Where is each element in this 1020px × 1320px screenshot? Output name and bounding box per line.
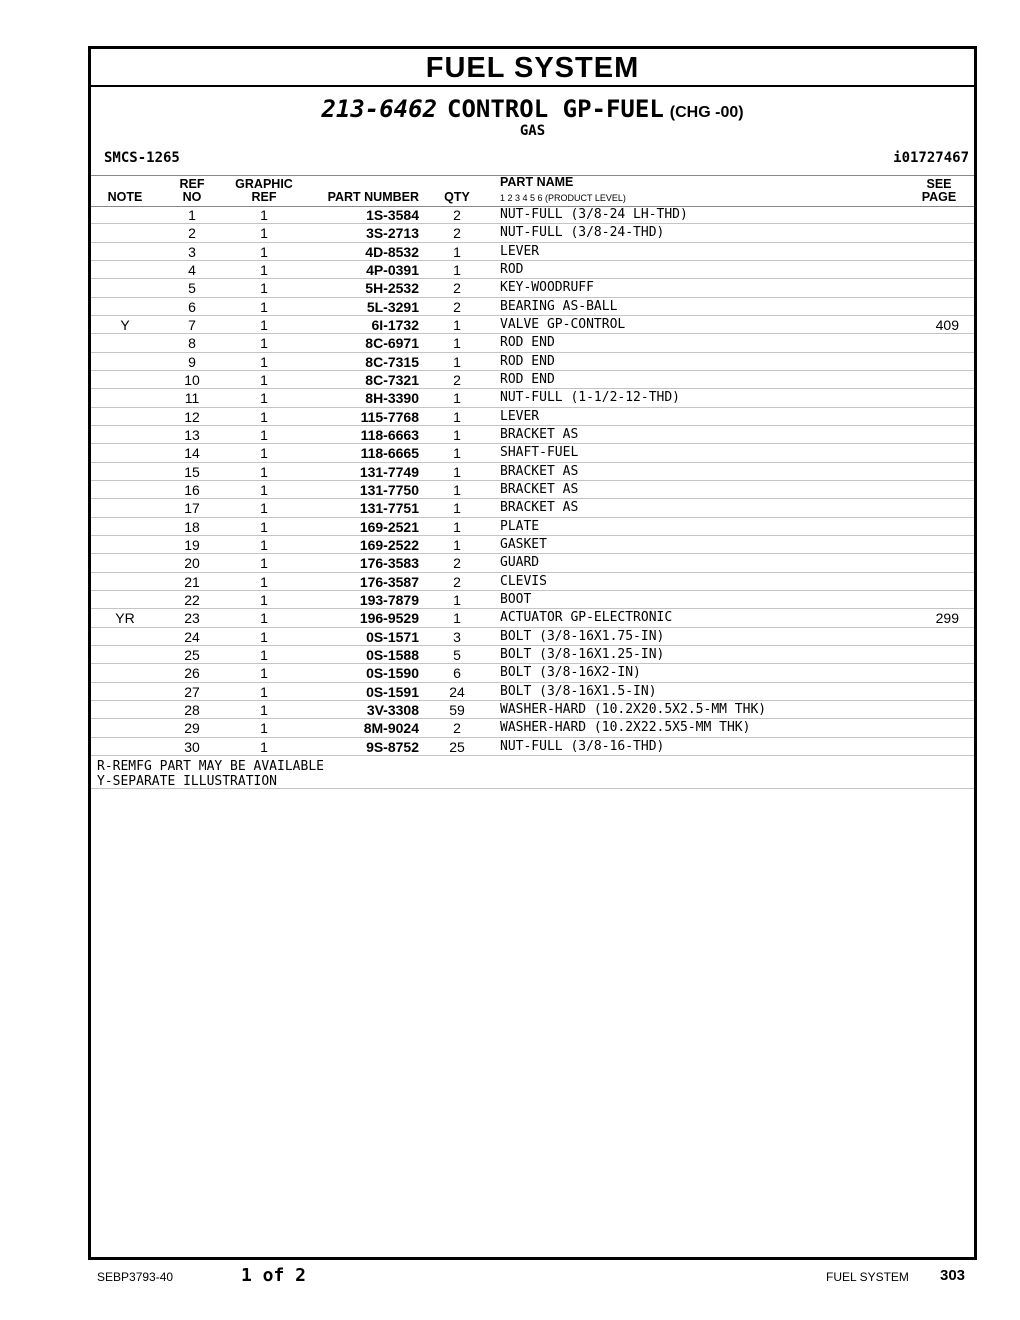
table-row (91, 683, 974, 701)
ref-no-cell: 23 (184, 610, 200, 627)
part-number-cell: 169-2522 (359, 536, 419, 553)
graphic-ref-cell: 1 (260, 298, 268, 315)
part-number-cell: 6I-1732 (371, 316, 419, 333)
qty-cell: 1 (453, 316, 461, 333)
table-row (91, 298, 974, 316)
table-row (91, 444, 974, 462)
graphic-ref-cell: 1 (260, 316, 268, 333)
group-title (91, 95, 974, 123)
part-number-cell: 8C-7315 (365, 353, 419, 370)
table-row (91, 334, 974, 352)
part-number-cell: 3S-2713 (366, 225, 419, 242)
part-name-cell: LEVER (500, 243, 540, 259)
graphic-ref-cell: 1 (260, 536, 268, 553)
graphic-ref-cell: 1 (260, 280, 268, 297)
qty-cell: 1 (453, 408, 461, 425)
graphic-ref-cell: 1 (260, 353, 268, 370)
fuel-type: GAS (519, 123, 546, 139)
table-row (91, 426, 974, 444)
part-name-cell: BOLT (3/8-16X1.75-IN) (500, 628, 665, 644)
ref-no-cell: 12 (184, 408, 200, 425)
part-number-cell: 0S-1590 (366, 665, 419, 682)
part-name-cell: ROD END (500, 371, 555, 387)
graphic-ref-cell: 1 (260, 573, 268, 590)
col-see-bottom: PAGE (921, 190, 957, 204)
part-number-cell: 176-3587 (359, 573, 419, 590)
graphic-ref-cell: 1 (260, 738, 268, 755)
part-number-cell: 193-7879 (359, 591, 419, 608)
part-name-cell: ROD END (500, 353, 555, 369)
ref-no-cell: 16 (184, 481, 200, 498)
col-ref-bottom: NO (182, 190, 202, 204)
part-name-cell: WASHER-HARD (10.2X20.5X2.5-MM THK) (500, 701, 767, 717)
ref-no-cell: 13 (184, 426, 200, 443)
ref-no-cell: 3 (188, 243, 196, 260)
part-name-cell: NUT-FULL (1-1/2-12-THD) (500, 390, 681, 406)
graphic-ref-cell: 1 (260, 243, 268, 260)
graphic-ref-cell: 1 (260, 481, 268, 498)
parts-table (91, 206, 974, 756)
part-name-cell: WASHER-HARD (10.2X22.5X5-MM THK) (500, 720, 751, 736)
qty-cell: 24 (449, 683, 465, 700)
ref-no-cell: 29 (184, 720, 200, 737)
ref-no-cell: 2 (188, 225, 196, 242)
table-row (91, 701, 974, 719)
ref-no-cell: 24 (184, 628, 200, 645)
qty-cell: 2 (453, 225, 461, 242)
col-qty: QTY (444, 190, 470, 204)
see-page-cell: 409 (935, 316, 959, 333)
ref-no-cell: 21 (184, 573, 200, 590)
change-level: (CHG -00) (669, 104, 744, 121)
part-name-cell: BRACKET AS (500, 500, 579, 516)
graphic-ref-cell: 1 (260, 683, 268, 700)
graphic-ref-cell: 1 (260, 701, 268, 718)
ref-no-cell: 30 (184, 738, 200, 755)
part-name-cell: LEVER (500, 408, 540, 424)
note-line: R-REMFG PART MAY BE AVAILABLE (97, 759, 324, 774)
part-name-cell: ROD END (500, 335, 555, 351)
see-page-cell: 299 (935, 610, 959, 627)
part-name-cell: SHAFT-FUEL (500, 445, 579, 461)
graphic-ref-cell: 1 (260, 463, 268, 480)
part-name-cell: BOLT (3/8-16X2-IN) (500, 665, 641, 681)
qty-cell: 3 (453, 628, 461, 645)
ref-no-cell: 6 (188, 298, 196, 315)
part-number-cell: 118-6663 (360, 426, 419, 443)
part-number-cell: 4P-0391 (366, 261, 419, 278)
part-number-cell: 0S-1571 (366, 628, 419, 645)
table-row (91, 389, 974, 407)
footer-page-of: 1 of 2 (241, 1265, 307, 1286)
col-graphic-bottom: REF (251, 190, 277, 204)
table-row (91, 499, 974, 517)
part-number-cell: 0S-1591 (366, 683, 419, 700)
ref-no-cell: 27 (184, 683, 200, 700)
part-number-cell: 9S-8752 (366, 738, 419, 755)
part-number-cell: 8C-7321 (365, 371, 419, 388)
part-number-cell: 131-7749 (359, 463, 419, 480)
graphic-ref-cell: 1 (260, 610, 268, 627)
ref-no-cell: 18 (184, 518, 200, 535)
footer-page-number: 303 (940, 1267, 966, 1284)
ref-no-cell: 1 (188, 207, 196, 223)
graphic-ref-cell: 1 (260, 390, 268, 407)
table-row (91, 316, 974, 334)
table-header (91, 175, 974, 207)
table-row (91, 261, 974, 279)
qty-cell: 25 (449, 738, 465, 755)
part-name-cell: ACTUATOR GP-ELECTRONIC (500, 610, 673, 626)
table-row (91, 609, 974, 627)
part-name-cell: BRACKET AS (500, 481, 579, 497)
graphic-ref-cell: 1 (260, 646, 268, 663)
qty-cell: 2 (453, 207, 461, 223)
part-number-cell: 8M-9024 (363, 720, 419, 737)
qty-cell: 1 (453, 518, 461, 535)
note-cell: YR (115, 610, 135, 627)
qty-cell: 2 (453, 298, 461, 315)
ref-no-cell: 17 (184, 500, 200, 517)
ref-no-cell: 26 (184, 665, 200, 682)
qty-cell: 1 (453, 445, 461, 462)
table-row (91, 664, 974, 682)
qty-cell: 59 (449, 701, 465, 718)
table-row (91, 463, 974, 481)
col-graphic-top: GRAPHIC (235, 177, 293, 191)
graphic-ref-cell: 1 (260, 518, 268, 535)
graphic-ref-cell: 1 (260, 426, 268, 443)
qty-cell: 1 (453, 610, 461, 627)
part-number-cell: 5H-2532 (365, 280, 419, 297)
col-part-name: PART NAME (500, 175, 574, 189)
part-number-cell: 196-9529 (359, 610, 419, 627)
table-row (91, 353, 974, 371)
table-row (91, 591, 974, 609)
qty-cell: 1 (453, 243, 461, 260)
part-number-cell: 3V-3308 (366, 701, 419, 718)
qty-cell: 6 (453, 665, 461, 682)
ref-no-cell: 9 (188, 353, 196, 370)
ref-no-cell: 10 (184, 371, 200, 388)
qty-cell: 5 (453, 646, 461, 663)
table-row (91, 628, 974, 646)
page-frame (88, 46, 977, 1260)
ref-no-cell: 25 (184, 646, 200, 663)
ref-no-cell: 22 (184, 591, 200, 608)
graphic-ref-cell: 1 (260, 591, 268, 608)
qty-cell: 2 (453, 573, 461, 590)
part-name-cell: NUT-FULL (3/8-24-THD) (500, 225, 665, 241)
col-ref-top: REF (179, 177, 205, 191)
part-number-cell: 8H-3390 (365, 390, 419, 407)
ref-no-cell: 11 (184, 390, 200, 407)
qty-cell: 1 (453, 390, 461, 407)
part-number-cell: 1S-3584 (366, 207, 419, 223)
part-number-cell: 115-7768 (360, 408, 419, 425)
table-row (91, 243, 974, 261)
qty-cell: 2 (453, 555, 461, 572)
part-number-cell: 8C-6971 (365, 335, 419, 352)
graphic-ref-cell: 1 (260, 720, 268, 737)
footer-section: FUEL SYSTEM (826, 1270, 909, 1284)
part-name-cell: BRACKET AS (500, 426, 579, 442)
table-row (91, 536, 974, 554)
part-number-cell: 131-7750 (359, 481, 419, 498)
qty-cell: 2 (453, 371, 461, 388)
col-part-number: PART NUMBER (327, 190, 419, 204)
part-number-cell: 0S-1588 (366, 646, 419, 663)
qty-cell: 1 (453, 463, 461, 480)
col-see-top: SEE (926, 177, 952, 191)
table-row (91, 738, 974, 756)
part-name-cell: GASKET (500, 536, 547, 552)
section-title: FUEL SYSTEM (91, 49, 974, 87)
part-name-cell: BRACKET AS (500, 463, 579, 479)
qty-cell: 1 (453, 426, 461, 443)
part-name-cell: BOOT (500, 591, 532, 607)
table-row (91, 206, 974, 224)
group-name: CONTROL GP-FUEL (447, 95, 664, 123)
part-number-cell: 169-2521 (359, 518, 419, 535)
notes (97, 759, 324, 789)
graphic-ref-cell: 1 (260, 225, 268, 242)
note-line: Y-SEPARATE ILLUSTRATION (97, 774, 278, 789)
part-name-cell: PLATE (500, 518, 540, 534)
qty-cell: 2 (453, 720, 461, 737)
graphic-ref-cell: 1 (260, 500, 268, 517)
graphic-ref-cell: 1 (260, 261, 268, 278)
qty-cell: 1 (453, 500, 461, 517)
graphic-ref-cell: 1 (260, 371, 268, 388)
part-number-cell: 131-7751 (359, 500, 419, 517)
part-name-cell: ROD (500, 261, 524, 277)
ref-no-cell: 5 (188, 280, 196, 297)
part-number-cell: 176-3583 (359, 555, 419, 572)
ref-no-cell: 8 (188, 335, 196, 352)
table-row (91, 279, 974, 297)
table-row (91, 371, 974, 389)
part-name-cell: NUT-FULL (3/8-16-THD) (500, 738, 665, 754)
table-row (91, 408, 974, 426)
qty-cell: 1 (453, 335, 461, 352)
footer-doc-id: SEBP3793-40 (97, 1270, 174, 1284)
ref-no-cell: 15 (184, 463, 200, 480)
qty-cell: 1 (453, 261, 461, 278)
ref-no-cell: 20 (184, 555, 200, 572)
part-name-cell: KEY-WOODRUFF (500, 280, 594, 296)
graphic-ref-cell: 1 (260, 628, 268, 645)
part-number-cell: 5L-3291 (366, 298, 419, 315)
product-level-scale: 1 2 3 4 5 6 (PRODUCT LEVEL) (500, 193, 626, 203)
part-name-cell: BOLT (3/8-16X1.25-IN) (500, 646, 665, 662)
graphic-ref-cell: 1 (260, 408, 268, 425)
graphic-ref-cell: 1 (260, 445, 268, 462)
part-number-cell: 4D-8532 (365, 243, 419, 260)
ref-no-cell: 7 (188, 316, 196, 333)
qty-cell: 2 (453, 280, 461, 297)
qty-cell: 1 (453, 591, 461, 608)
part-name-cell: GUARD (500, 555, 540, 571)
ref-no-cell: 28 (184, 701, 200, 718)
table-row (91, 646, 974, 664)
note-cell: Y (120, 316, 130, 333)
table-row (91, 481, 974, 499)
graphic-ref-cell: 1 (260, 207, 268, 223)
part-name-cell: VALVE GP-CONTROL (500, 316, 626, 332)
table-row (91, 554, 974, 572)
graphic-ref-cell: 1 (260, 335, 268, 352)
graphic-ref-cell: 1 (260, 555, 268, 572)
ref-no-cell: 4 (188, 261, 196, 278)
ref-no-cell: 19 (184, 536, 200, 553)
qty-cell: 1 (453, 353, 461, 370)
table-row (91, 719, 974, 737)
smcs-code: SMCS-1265 (104, 150, 180, 166)
table-row (91, 518, 974, 536)
table-row (91, 573, 974, 591)
group-number: 213-6462 (321, 95, 438, 123)
part-name-cell: CLEVIS (500, 573, 547, 589)
part-number-cell: 118-6665 (360, 445, 419, 462)
part-name-cell: BOLT (3/8-16X1.5-IN) (500, 683, 657, 699)
graphic-ref-cell: 1 (260, 665, 268, 682)
table-row (91, 224, 974, 242)
qty-cell: 1 (453, 536, 461, 553)
notes-divider (91, 788, 974, 789)
col-note: NOTE (107, 190, 143, 204)
part-name-cell: NUT-FULL (3/8-24 LH-THD) (500, 207, 688, 222)
qty-cell: 1 (453, 481, 461, 498)
part-name-cell: BEARING AS-BALL (500, 298, 618, 314)
ref-no-cell: 14 (184, 445, 200, 462)
illustration-id: i01727467 (893, 150, 969, 166)
